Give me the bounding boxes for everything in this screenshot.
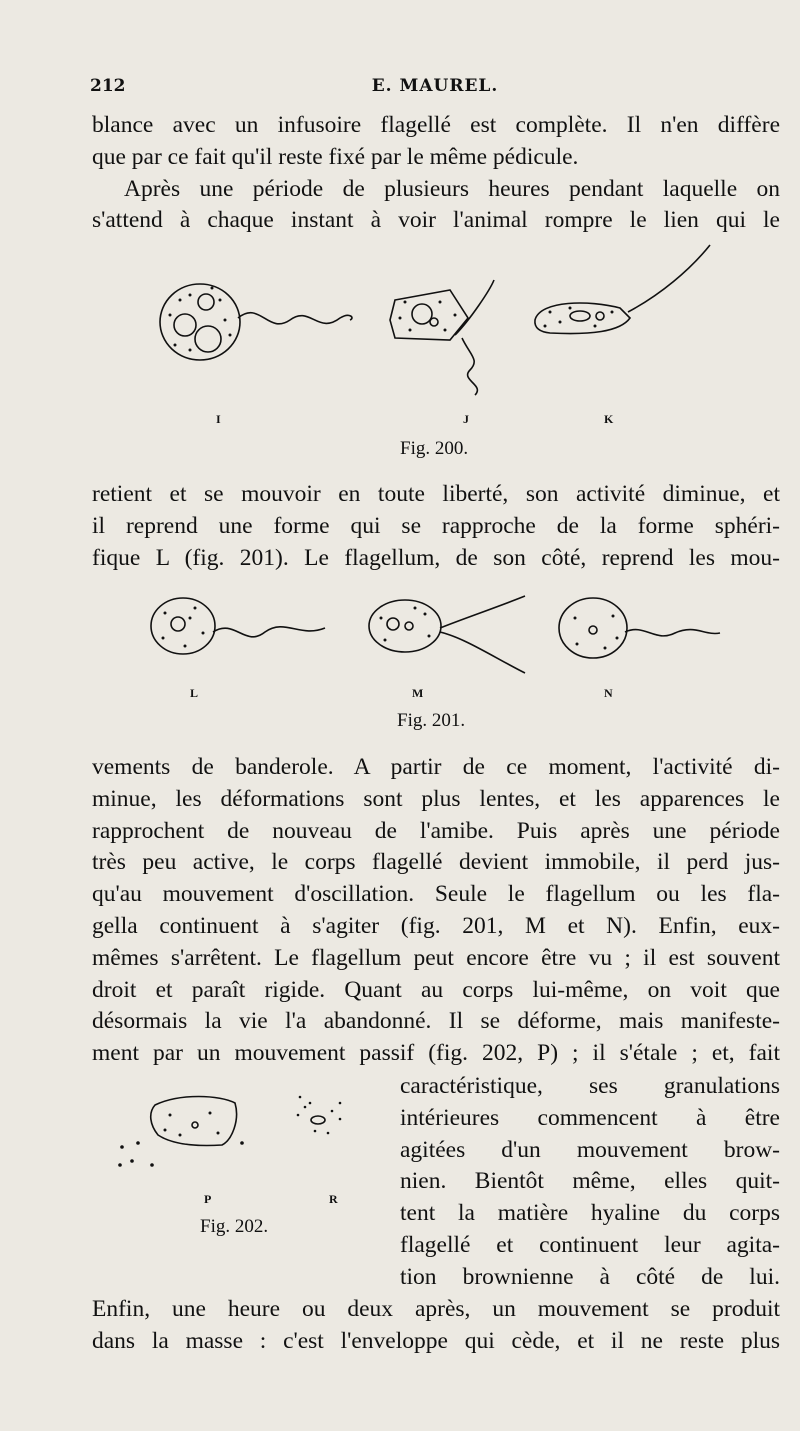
paragraph-2 bbox=[92, 479, 780, 574]
text-line: il reprend une forme qui se rapproche de la forme sphéri- bbox=[92, 512, 780, 539]
text-line: intérieures commencent à être bbox=[400, 1104, 780, 1131]
text-line: désormais la vie l'a abandonné. Il se déforme, mais manifeste- bbox=[92, 1008, 780, 1035]
text-line: Enfin, une heure ou deux après, un mouvement se produit bbox=[92, 1296, 780, 1322]
text-line: que par ce fait qu'il reste fixé par le même pédicule. bbox=[92, 143, 579, 170]
text-line: retient et se mouvoir en toute liberté, son activité diminue, et bbox=[92, 481, 780, 507]
paragraph-3 bbox=[92, 752, 780, 1070]
figure-202-caption: Fig. 202. bbox=[200, 1216, 269, 1237]
paragraph-4-narrow bbox=[400, 1071, 780, 1294]
page-number: 212 bbox=[90, 76, 126, 96]
paragraph-1 bbox=[92, 110, 780, 237]
text-line: rapprochent de nouveau de l'amibe. Puis après une période bbox=[92, 817, 780, 844]
text-line: tent la matière hyaline du corps bbox=[400, 1200, 780, 1227]
text-line: nien. Bientôt même, elles quit- bbox=[400, 1168, 780, 1195]
text-line: mêmes s'arrêtent. Le flagellum peut encore être vu ; il est souvent bbox=[92, 944, 780, 971]
text-line: vements de banderole. A partir de ce moment, l'activité di- bbox=[92, 754, 780, 780]
text-line: caractéristique, ses granulations bbox=[400, 1073, 780, 1099]
figure-201-illustration bbox=[145, 588, 735, 688]
figure-label-N: N bbox=[604, 686, 613, 700]
figure-label-L: L bbox=[190, 686, 199, 700]
figure-label-K: K bbox=[604, 412, 614, 426]
figure-label-R: R bbox=[329, 1192, 338, 1206]
text-line: ment par un mouvement passif (fig. 202, P) ; il s'étale ; et, fait bbox=[92, 1040, 780, 1067]
figure-label-P: P bbox=[204, 1192, 212, 1206]
text-line: très peu active, le corps flagellé devient immobile, il perd jus- bbox=[92, 849, 780, 876]
text-line: minue, les déformations sont plus lentes, et les apparences le bbox=[92, 785, 780, 812]
text-line: dans la masse : c'est l'enveloppe qui cède, et il ne reste plus bbox=[92, 1327, 780, 1354]
figure-200-caption: Fig. 200. bbox=[400, 438, 469, 459]
figure-label-I: I bbox=[216, 412, 221, 426]
figure-201-caption: Fig. 201. bbox=[397, 710, 466, 731]
text-line: tion brownienne à côté de lui. bbox=[400, 1263, 780, 1290]
text-line: qu'au mouvement d'oscillation. Seule le flagellum ou les fla- bbox=[92, 881, 780, 908]
text-line: gella continuent à s'agiter (fig. 201, M et N). Enfin, eux- bbox=[92, 912, 780, 939]
text-line: droit et paraît rigide. Quant au corps lui-même, on voit que bbox=[92, 976, 780, 1003]
paragraph-5 bbox=[92, 1294, 780, 1358]
running-title: E. MAUREL. bbox=[371, 76, 499, 96]
figure-label-M: M bbox=[412, 686, 424, 700]
running-header bbox=[90, 76, 780, 102]
text-line: s'attend à chaque instant à voir l'animal rompre le lien qui le bbox=[92, 207, 780, 234]
text-line: agitées d'un mouvement brow- bbox=[400, 1136, 780, 1163]
figure-202-illustration bbox=[110, 1085, 360, 1190]
text-line: blance avec un infusoire flagellé est complète. Il n'en diffère bbox=[92, 112, 780, 138]
text-line: fique L (fig. 201). Le flagellum, de son côté, reprend les mou- bbox=[92, 544, 780, 571]
text-line: Après une période de plusieurs heures pendant laquelle on bbox=[124, 175, 780, 202]
figure-label-J: J bbox=[463, 412, 469, 426]
text-line: flagellé et continuent leur agita- bbox=[400, 1231, 780, 1258]
figure-200-illustration bbox=[150, 240, 730, 430]
